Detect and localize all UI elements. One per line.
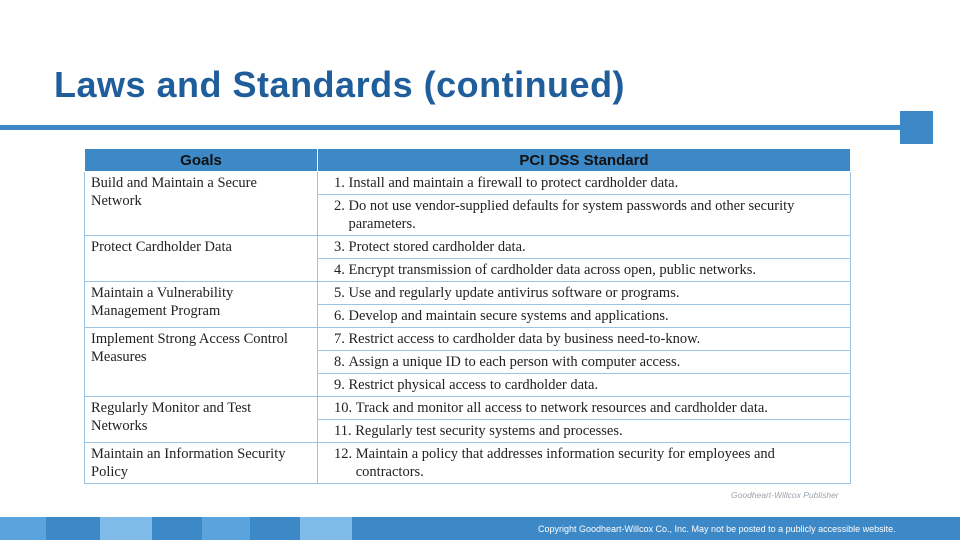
standard-text: Track and monitor all access to network resources and cardholder data. bbox=[355, 400, 768, 416]
footer-copyright: Copyright Goodheart-Willcox Co., Inc. May not be posted to a publicly accessible website. bbox=[538, 524, 896, 534]
standard-text: Assign a unique ID to each person with computer access. bbox=[348, 354, 681, 370]
standard-text: Maintain a policy that addresses information security for employees and contractors. bbox=[355, 446, 775, 480]
standard-cell bbox=[318, 420, 851, 443]
goal-cell: Build and Maintain a Secure Network bbox=[85, 172, 318, 236]
standard-text: Install and maintain a firewall to protect cardholder data. bbox=[348, 175, 679, 191]
goal-cell: Implement Strong Access Control Measures bbox=[85, 328, 318, 397]
goal-cell: Maintain a Vulnerability Management Program bbox=[85, 282, 318, 328]
standard-text: Regularly test security systems and processes. bbox=[355, 423, 623, 439]
header-standard: PCI DSS Standard bbox=[318, 149, 851, 172]
title-underline bbox=[0, 125, 900, 130]
standard-text: Do not use vendor-supplied defaults for system passwords and other security parameters. bbox=[348, 198, 795, 232]
standard-number: 10. bbox=[334, 400, 356, 416]
goal-cell: Maintain an Information Security Policy bbox=[85, 443, 318, 484]
standard-number: 5. bbox=[334, 285, 349, 301]
standard-number: 11. bbox=[334, 423, 356, 439]
standard-number: 6. bbox=[334, 308, 349, 324]
footer-block bbox=[100, 517, 152, 540]
pci-dss-table bbox=[84, 148, 851, 484]
goal-cell: Protect Cardholder Data bbox=[85, 236, 318, 282]
footer-block bbox=[352, 517, 400, 540]
table-row bbox=[85, 397, 851, 420]
standard-cell bbox=[318, 236, 851, 259]
standard-cell bbox=[318, 443, 851, 484]
table-row bbox=[85, 443, 851, 484]
standard-cell bbox=[318, 328, 851, 351]
standard-number: 1. bbox=[334, 175, 349, 191]
standard-cell bbox=[318, 351, 851, 374]
standard-text: Develop and maintain secure systems and applications. bbox=[348, 308, 669, 324]
standard-text: Encrypt transmission of cardholder data across open, public networks. bbox=[348, 262, 757, 278]
standard-cell bbox=[318, 374, 851, 397]
table-row bbox=[85, 282, 851, 305]
table-body bbox=[85, 172, 851, 484]
standard-number: 7. bbox=[334, 331, 349, 347]
pci-dss-table-container bbox=[84, 148, 851, 484]
goal-cell: Regularly Monitor and Test Networks bbox=[85, 397, 318, 443]
standard-cell bbox=[318, 195, 851, 236]
title-accent-square bbox=[900, 111, 933, 144]
table-row bbox=[85, 172, 851, 195]
standard-cell bbox=[318, 397, 851, 420]
standard-text: Use and regularly update antivirus software or programs. bbox=[348, 285, 680, 301]
table-header-row bbox=[85, 149, 851, 172]
standard-number: 4. bbox=[334, 262, 349, 278]
table-row bbox=[85, 328, 851, 351]
footer-block bbox=[202, 517, 250, 540]
standard-text: Restrict physical access to cardholder data. bbox=[348, 377, 599, 393]
standard-number: 3. bbox=[334, 239, 349, 255]
standard-cell bbox=[318, 172, 851, 195]
footer-block bbox=[0, 517, 46, 540]
standard-number: 9. bbox=[334, 377, 349, 393]
standard-cell bbox=[318, 305, 851, 328]
footer-block bbox=[46, 517, 100, 540]
slide-title: Laws and Standards (continued) bbox=[54, 64, 626, 105]
standard-cell bbox=[318, 282, 851, 305]
footer-block bbox=[152, 517, 202, 540]
standard-cell bbox=[318, 259, 851, 282]
standard-text: Restrict access to cardholder data by business need-to-know. bbox=[348, 331, 701, 347]
standard-number: 2. bbox=[334, 198, 349, 214]
standard-number: 8. bbox=[334, 354, 349, 370]
table-row bbox=[85, 236, 851, 259]
standard-text: Protect stored cardholder data. bbox=[348, 239, 526, 255]
standard-number: 12. bbox=[334, 446, 356, 462]
footer-block bbox=[250, 517, 300, 540]
image-credit: Goodheart-Willcox Publisher bbox=[731, 490, 839, 500]
footer-block bbox=[300, 517, 352, 540]
header-goals: Goals bbox=[85, 149, 318, 172]
